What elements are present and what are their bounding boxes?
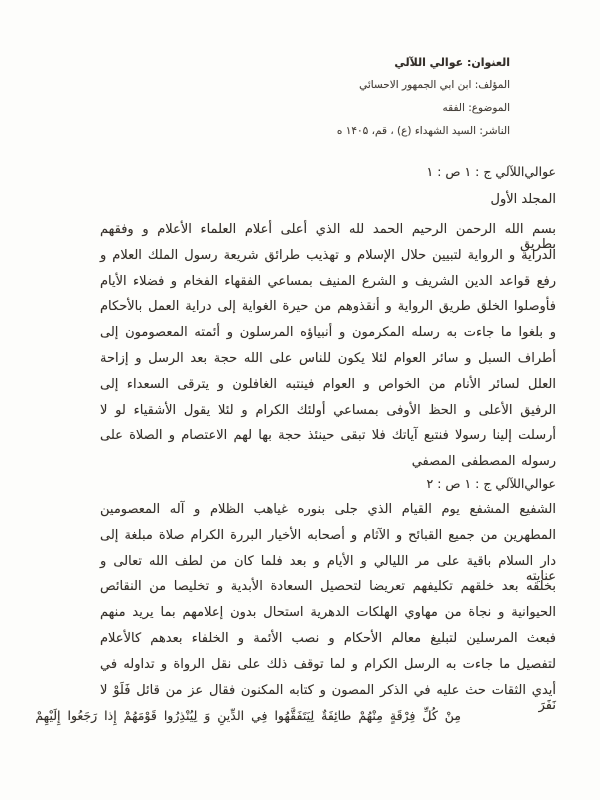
text-line: أيدي الثقات حث عليه في الذكر المصون و كتابه المكنون فقال عز من قائل فَلَوْ لا نَفَرَ — [100, 682, 556, 713]
text-line: الدراية و الرواية لتبيين حلال الإسلام و تهذيب طرائق شريعة رسول الملك العلام و — [100, 247, 556, 263]
page-marker-vol1-p1: عوالي‌اللآلي ج : ١ ص : ١ — [426, 164, 556, 179]
text-line: و بلغوا ما جاءت به رسله المكرمون و أنبياؤه المرسلون و أئمته المعصومون إلى — [100, 325, 556, 341]
paragraph-closing-line: رسوله المصطفى المصفي — [411, 454, 556, 470]
text-line: رفع قواعد الدين الشريف و الشرع المنيف بمساعي الفقهاء الفخام و فضلاء الأيام — [100, 273, 556, 289]
meta-subject-line: الموضوع: الفقه — [442, 102, 510, 114]
text-line: أرسلت إلينا رسولا فنتبع آياتك فلا تبقى حينئذ حجة بها لهم الاعتصام و الصلاة على — [100, 428, 556, 444]
quran-verse-line: مِنْ كُلِّ فِرْقَةٍ مِنْهُمْ طائِفَةٌ لِيَتَفَقَّهُوا فِي الدِّينِ وَ لِيُنْذِرُوا قَوْمَهُمْ إِذا رَجَعُوا إِلَيْهِمْ — [35, 708, 461, 724]
page-marker-vol1-p2: عوالي‌اللآلي ج : ١ ص : ٢ — [426, 476, 556, 491]
text-line: دار السلام باقية على مر الليالي و الأيام و بعد فلما كان من لطف الله تعالى و عنايته — [100, 553, 556, 584]
text-line: بسم الله الرحمن الرحيم الحمد لله الذي أعلى أعلام العلماء الأعلام و وفقهم بطريق — [100, 222, 556, 252]
text-line: الشفيع المشفع يوم القيام الذي جلى بنوره غياهب الظلام و آله المعصومين — [100, 502, 556, 517]
text-line: فبعث المرسلين لتبليغ معالم الأحكام و نصب الأئمة و الخلفاء بعدهم كالأعلام — [100, 630, 556, 646]
text-line: العلل لسائر الأنام من الخواص و العوام فينتبه الغافلون و يترقى السعداء إلى — [100, 376, 556, 392]
text-line: أطراف السبل و سائر العوام لئلا يكون للناس على الله حجة بعد الرسل و إزاحة — [100, 350, 556, 366]
text-line: الرفيق الأعلى و الحظ الأوفى بمساعي أولئك الكرام و لئلا يقول الأشقياء لو لا — [100, 402, 556, 418]
text-line: لتفصيل ما جاءت به الرسل الكرام و لما توقف ذلك على نقل الرواة و تداوله في — [100, 656, 556, 672]
book-metadata-block — [337, 51, 510, 143]
meta-publisher-line: الناشر: السيد الشهداء (ع) ، قم، ۱۴۰۵ ه — [336, 125, 510, 137]
meta-title-line: العنوان: عوالي اللآلي — [394, 56, 510, 69]
text-line: بخلقه بعد خلقهم تكليفهم تعريضا لتحصيل السعادة الأبدية و تخليصا من النقائص — [100, 579, 556, 595]
text-line: فأوصلوا الخلق طريق الرواية و أنقذوهم من حيرة الغواية إلى دراية العمل بالأحكام — [100, 299, 556, 315]
volume-heading: المجلد الأول — [490, 192, 556, 207]
text-line: المطهرين من جميع القبائح و الآثام و أصحابه الأخيار البررة الكرام صلاة مبلغة إلى — [100, 527, 556, 543]
meta-author-line: المؤلف: ابن ابي الجمهور الاحسائي — [359, 79, 510, 91]
body-text-page-1 — [100, 222, 556, 480]
text-line: الحيوانية و نجاة من مهاوي الهلكات الدهرية استحال بدون إعلامهم بما يريد منهم — [100, 605, 556, 621]
body-text-page-2 — [35, 502, 556, 734]
